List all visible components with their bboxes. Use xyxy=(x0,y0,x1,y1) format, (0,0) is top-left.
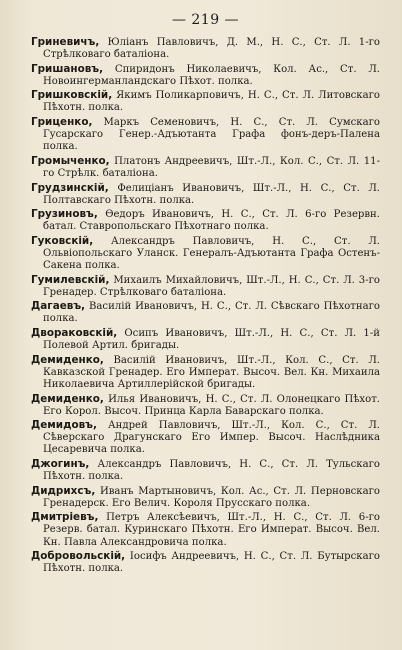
list-item xyxy=(31,458,380,483)
list-item xyxy=(31,36,380,61)
entry-surname: Гуковскій, xyxy=(31,234,94,247)
entry-details: Ѳедоръ Ивановичъ, Н. С., Ст. Л. 6-го Резервн. батал. Ставропольскаго Пѣхотнаго полка. xyxy=(43,209,380,233)
entry-surname: Демидовъ, xyxy=(31,419,97,432)
entry-details: Спиридонъ Николаевичъ, Кол. Ас., Ст. Л. Новоингерманландскаго Пѣхот. полка. xyxy=(43,63,380,87)
list-item xyxy=(31,393,380,418)
list-item xyxy=(31,235,380,272)
entry-details: Маркъ Семеновичъ, Н. С., Ст. Л. Сумскаго Гусарскаго Генер.-Адъютанта Графа фонъ-деръ-Палена полка. xyxy=(43,117,380,153)
entry-list xyxy=(31,36,380,575)
entry-surname: Грудзинскій, xyxy=(31,181,109,194)
entry-details: Якимъ Поликарповичъ, Н. С., Ст. Л. Литовскаго Пѣхотн. полка. xyxy=(43,90,380,114)
entry-surname: Гришковскій, xyxy=(31,89,113,102)
entry-details: Александръ Павловичъ, Н. С., Ст. Л. Ольвіопольскаго Уланск. Генералъ-Адъютанта Графа Остенъ-Сакена полка. xyxy=(43,235,380,272)
list-item xyxy=(31,116,380,153)
list-item xyxy=(31,300,380,325)
entry-details: Осипъ Ивановичъ, Шт.-Л., Н. С., Ст. Л. 1-й Полевой Артил. бригады. xyxy=(43,328,380,352)
entry-details: Михаилъ Михайловичъ, Шт.-Л., Н. С., Ст. Л. 3-го Гренадер. Стрѣлковаго баталіона. xyxy=(43,274,380,298)
entry-surname: Гриневичъ, xyxy=(31,36,100,48)
list-item xyxy=(31,485,380,510)
entry-surname: Демиденко, xyxy=(31,353,104,366)
entry-surname: Дидрихсъ, xyxy=(31,484,96,497)
entry-details: Іосифъ Андреевичъ, Н. С., Ст. Л. Бутырскаго Пѣхотн. полка. xyxy=(43,551,380,575)
entry-surname: Гриценко, xyxy=(31,116,93,129)
entry-details: Александръ Павловичъ, Н. С., Ст. Л. Тульскаго Пѣхотн. полка. xyxy=(43,459,380,483)
entry-surname: Двораковскій, xyxy=(31,327,118,340)
entry-surname: Джогинъ, xyxy=(31,458,90,470)
entry-details: Платонъ Андреевичъ, Шт.-Л., Кол. С., Ст. Л. 11-го Стрѣлк. баталіона. xyxy=(43,155,380,179)
entry-surname: Дагаевъ, xyxy=(31,300,86,313)
entry-details: Василій Ивановичъ, Н. С., Ст. Л. Сѣвскаго Пѣхотнаго полка. xyxy=(43,301,380,325)
page-number: — 219 — xyxy=(171,12,240,28)
list-item xyxy=(31,274,380,299)
list-item xyxy=(31,182,380,207)
entry-surname: Грузиновъ, xyxy=(31,208,98,221)
list-item xyxy=(31,208,380,233)
entry-surname: Громыченко, xyxy=(31,154,110,167)
list-item xyxy=(31,63,380,88)
entry-details: Петръ Алексѣевичъ, Шт.-Л., Н. С., Ст. Л. 6-го Резерв. батал. Куринскаго Пѣхотн. Его Императ. Высоч. Вел. Кн. Павла Александровича полка. xyxy=(43,512,380,548)
entry-surname: Гумилевскій, xyxy=(31,273,110,286)
entry-details: Василій Ивановичъ, Шт.-Л., Кол. С., Ст. Л. Кавказской Гренадер. Его Императ. Высоч. Вел. Кн. Михаила Николаевича Артиллерійской бригады. xyxy=(43,354,380,390)
entry-details: Юліанъ Павловичъ, Д. М., Н. С., Ст. Л. 1-го Стрѣлковаго баталіона. xyxy=(43,37,380,61)
list-item xyxy=(31,89,380,114)
list-item xyxy=(31,354,380,391)
entry-details: Фелиціанъ Ивановичъ, Шт.-Л., Н. С., Ст. Л. Полтавскаго Пѣхотн. полка. xyxy=(43,182,380,206)
entry-details: Илья Ивановичъ, Н. С., Ст. Л. Олонецкаго Пѣхот. Его Корол. Высоч. Принца Карла Баварскаго полка. xyxy=(43,393,380,417)
entry-details: Андрей Павловичъ, Шт.-Л., Кол. С., Ст. Л. Сѣверскаго Драгунскаго Его Импер. Высоч. Наслѣдника Цесаревича полка. xyxy=(43,420,380,456)
entry-surname: Гришановъ, xyxy=(31,62,104,75)
list-item xyxy=(31,550,380,575)
entry-details: Иванъ Мартыновичъ, Кол. Ас., Ст. Л. Перновскаго Гренадерск. Его Велич. Короля Прусскаго полка. xyxy=(43,485,380,509)
list-item xyxy=(31,419,380,456)
list-item xyxy=(31,155,380,180)
list-item xyxy=(31,327,380,352)
entry-surname: Добровольскій, xyxy=(31,550,126,563)
entry-surname: Дмитріевъ, xyxy=(31,511,99,524)
entry-surname: Демиденко, xyxy=(31,392,104,405)
list-item xyxy=(31,511,380,548)
